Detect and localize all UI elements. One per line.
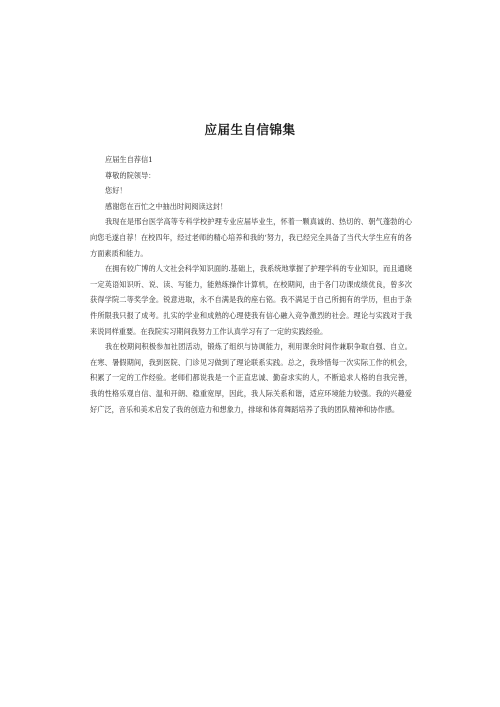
paragraph-intro: 我现在是邢台医学高等专科学校护理专业应届毕业生，怀着一颗真诚的、热切的、朝气蓬勃的心向您毛遂自荐！在校四年，经过老师的精心培养和我的‘努力，我已经完全具备了当代大学生应有的各方面素质和能力。 [90, 217, 412, 258]
paragraph-activities: 我在校期间积极参加社团活动，锻炼了组织与协调能力，利用课余时间作兼职争取自强、自立。在寒、暑假期间，我到医院、门诊见习做到了理论联系实践。总之，我珍惜每一次实际工作的机会，积累了一定的工作经验。老师们都说我是一个正直忠诚、勤奋求实的人，不断追求人格的自我完善，我的性格乐观自信、温和开朗、稳重宽厚，因此，我人际关系和谐，适应环境能力较强。我的兴趣爱好广泛，音乐和美术启发了我的创造力和想象力，排球和体育舞蹈培养了我的团队精神和协作感。 [90, 342, 412, 414]
document-title: 应届生自信锦集 [204, 122, 296, 137]
paragraph-skills: 在拥有较广博的人文社会科学知识面的.基础上，我系统地掌握了护理学科的专业知识，而且通晓一定英语知识听、说、读、写能力，能熟练操作计算机，在校期间，由于各门功课成绩优良，曾多次获得学院二等奖学金。锐意进取，永不自满是我的座右铭。我不满足于自己所拥有的学历，但由于条件所限我只报了成考。扎实的学业和成熟的心理使我有信心融入竞争激烈的社会。理论与实践对于我来说同样重要。在我院实习期间我努力工作认真学习有了一定的实践经验。 [90, 264, 412, 336]
salutation: 尊敬的院领导： [105, 170, 156, 180]
thanks-line: 感谢您在百忙之中抽出时间阅读这封！ [105, 201, 228, 211]
greeting: 您好！ [105, 186, 127, 196]
document-body [90, 152, 412, 417]
heading-line: 应届生自荐信1 [105, 155, 153, 164]
